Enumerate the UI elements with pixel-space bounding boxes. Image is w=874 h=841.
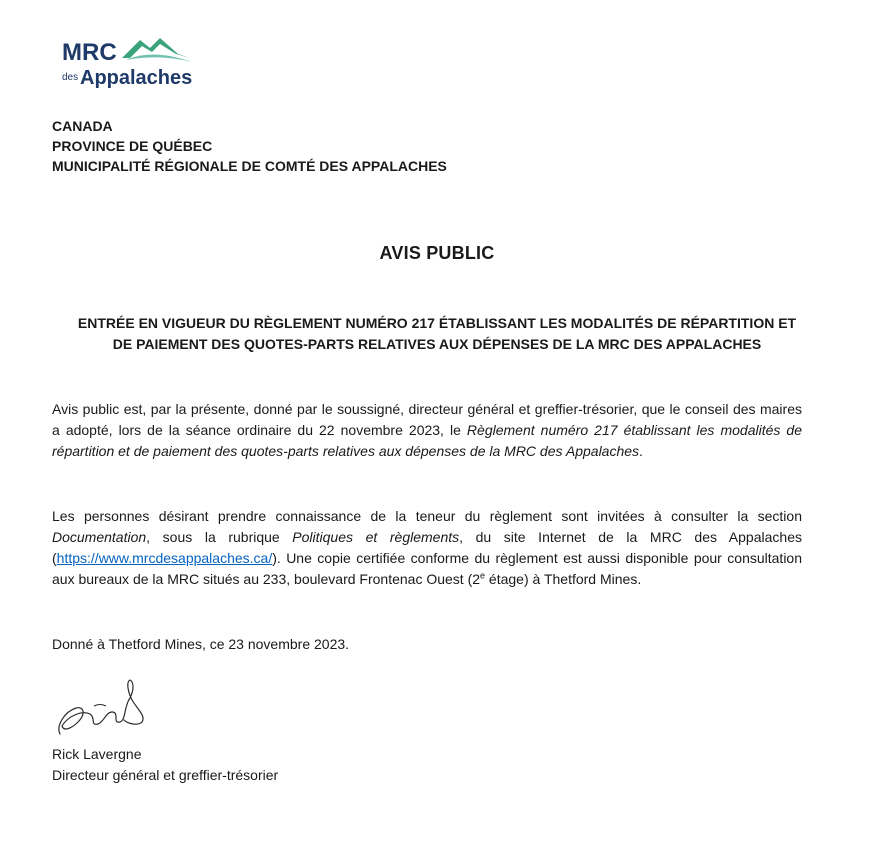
consultation-text-2: , sous la rubrique [146,529,293,545]
mountain-logo-icon [60,32,210,90]
header-municipality: MUNICIPALITÉ RÉGIONALE DE COMTÉ DES APPALACHES [52,158,447,174]
document-subtitle [52,313,822,355]
header-country: CANADA [52,118,113,134]
jurisdiction-header [52,116,447,176]
signer-role: Directeur général et greffier-trésorier [52,767,279,783]
consultation-text-5: étage) à Thetford Mines. [485,571,642,587]
subtitle-line-1: ENTRÉE EN VIGUEUR DU RÈGLEMENT NUMÉRO 217 ÉTABLISSANT LES MODALITÉS DE RÉPARTITION ET [77,315,797,331]
signature [54,676,154,740]
header-province: PROVINCE DE QUÉBEC [52,138,213,154]
signature-icon [54,676,154,740]
floor-superscript: e [480,570,486,581]
svg-text:des: des [62,72,79,83]
signer-block [52,744,278,786]
consultation-text-3: , du site Internet de la MRC des Appalaches ( [52,529,802,566]
website-link[interactable]: https://www.mrcdesappalaches.ca/ [56,550,273,566]
svg-text:MRC: MRC [62,39,117,66]
document-title: AVIS PUBLIC [379,243,495,263]
paragraph-notice [52,399,802,462]
paragraph-date: Donné à Thetford Mines, ce 23 novembre 2023. [52,636,350,652]
consultation-text-1: Les personnes désirant prendre connaissance de la teneur du règlement sont invitées à consulter la section [52,508,802,524]
bylaw-title: Règlement numéro 217 établissant les modalités de répartition et de paiement des quotes-parts relatives aux dépenses de la MRC des Appalaches [52,422,802,459]
section-documentation: Documentation [52,529,147,545]
paragraph-consultation [52,506,802,590]
consultation-text-4: ). Une copie certifiée conforme du règlement est aussi disponible pour consultation aux bureaux de la MRC situés au 233, boulevard Frontenac Ouest (2 [52,550,802,587]
svg-text:Appalaches: Appalaches [80,67,193,89]
rubric-policies: Politiques et règlements [292,529,460,545]
signer-name: Rick Lavergne [52,746,142,762]
paragraph-notice-end: . [639,443,643,459]
mrc-logo [60,32,210,90]
paragraph-notice-text: Avis public est, par la présente, donné par le soussigné, directeur général et greffier-trésorier, que le conseil des maires a adopté, lors de la séance ordinaire du 22 novembre 2023, le [52,401,802,438]
subtitle-line-2: DE PAIEMENT DES QUOTES-PARTS RELATIVES AUX DÉPENSES DE LA MRC DES APPALACHES [112,336,762,352]
